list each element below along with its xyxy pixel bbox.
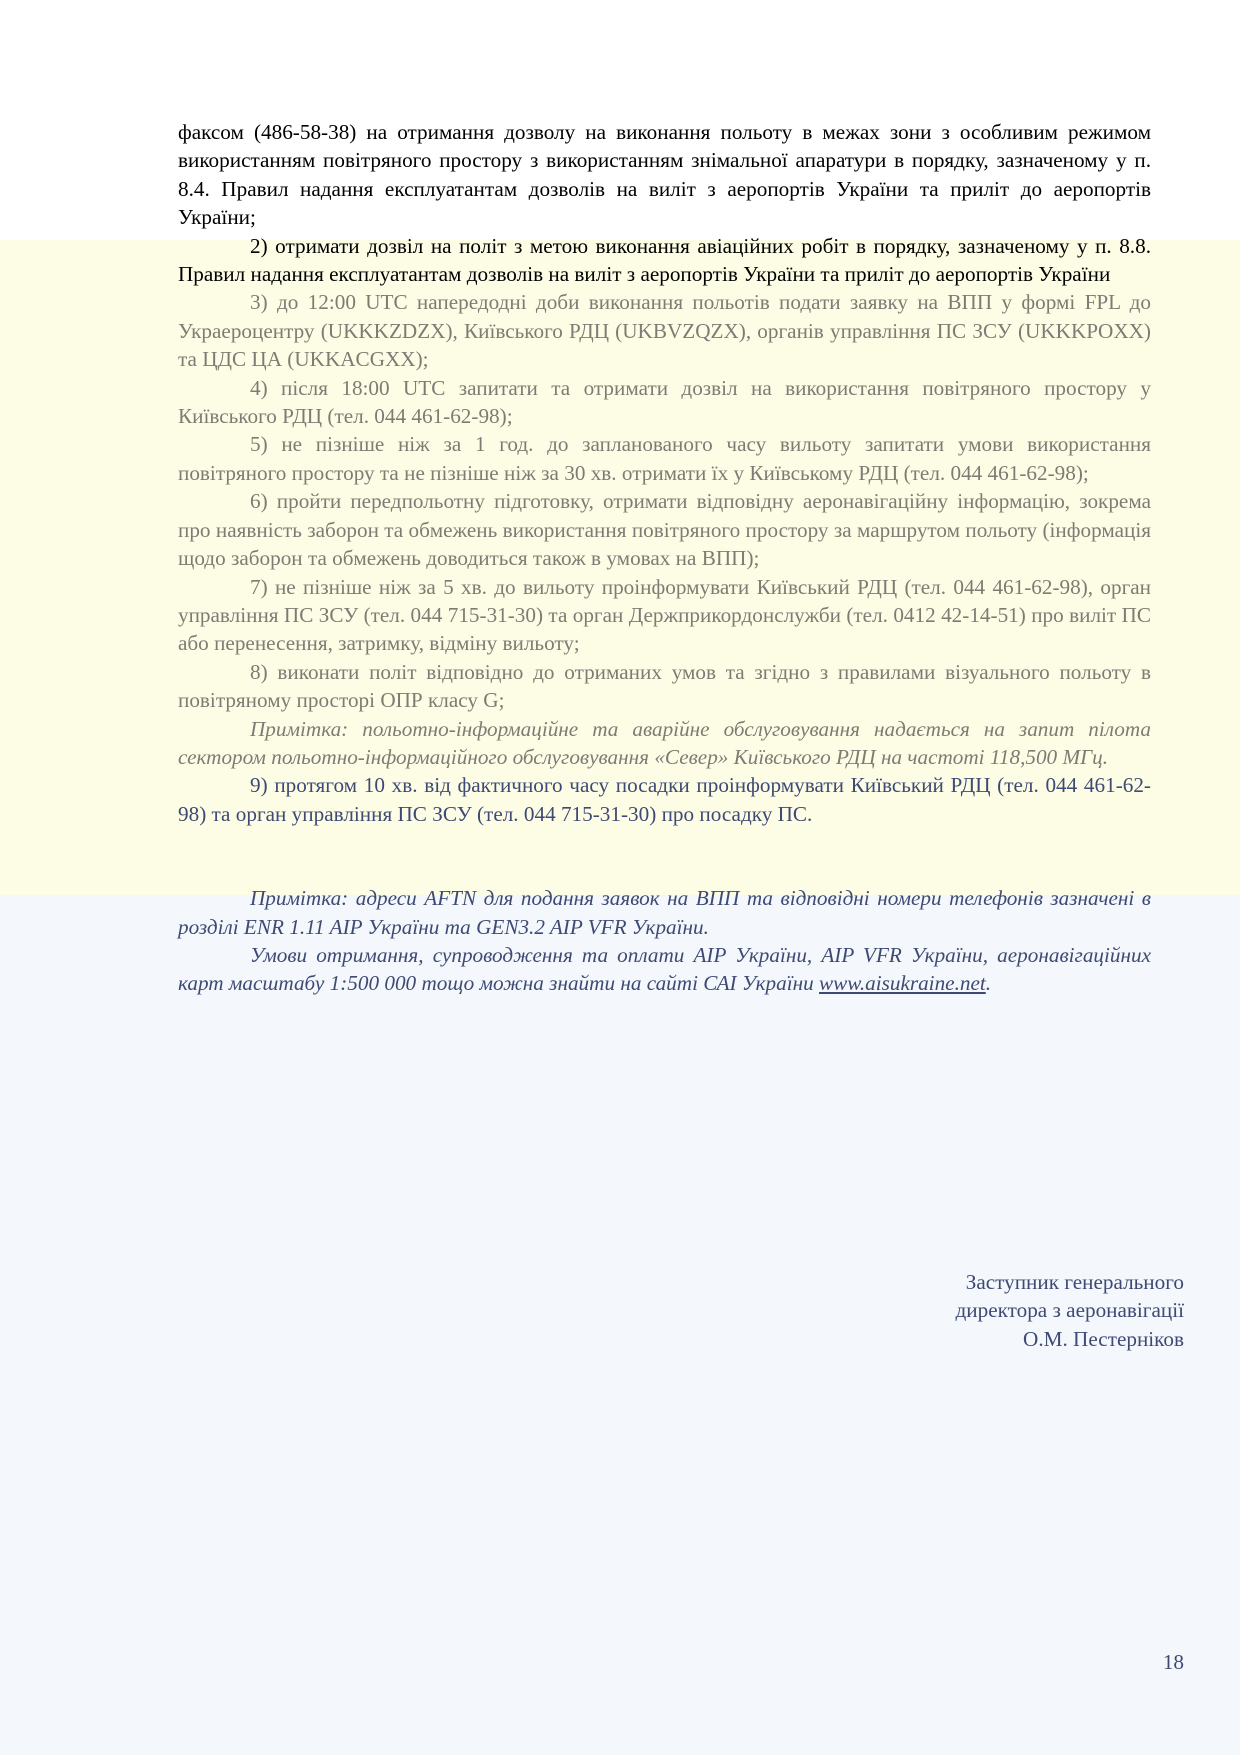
note-aip-text: Умови отримання, супроводження та оплати AIP України, AIP VFR України, аеронавігаційних карт масштабу 1:500 000 тощо можна знайти на сайті САІ України [178, 942, 1151, 996]
document-body [178, 118, 1151, 998]
list-item-3: 3) до 12:00 UTC напередодні доби виконання польотів подати заявку на ВПП у формі FPL до Украероцентру (UKKKZDZX), Київського РДЦ (UKBVZQZX), органів управління ПС ЗСУ (UKKKPOXX) та ЦДС ЦА (UKKACGXX); [178, 290, 1151, 372]
note-aip-conditions [178, 941, 1151, 998]
paragraph-gap [178, 828, 1151, 884]
list-item-6: 6) пройти передпольотну підготовку, отримати відповідну аеронавігаційну інформацію, зокрема про наявність заборон та обмежень використання повітряного простору за маршрутом польоту (інформація щодо заборон та обмежень доводиться також в умовах на ВПП); [178, 489, 1151, 571]
list-item-8: 8) виконати політ відповідно до отриманих умов та згідно з правилами візуального польоту в повітряному просторі ОПР класу G; [178, 659, 1151, 713]
signature-title-line-2: директора з аеронавігації [955, 1298, 1184, 1323]
note-aip-period: . [985, 971, 992, 996]
paragraph-intro: факсом (486-58-38) на отримання дозволу на виконання польоту в межах зони з особливим режимом використанням повітряного простору з використанням знімальної апаратури в порядку, зазначеному у п. 8.4. Правил надання експлуатантам дозволів на виліт з аеропортів України та приліт до аеропортів України; [178, 120, 1151, 230]
list-item-9: 9) протягом 10 хв. від фактичного часу посадки проінформувати Київський РДЦ (тел. 044 461-62-98) та орган управління ПС ЗСУ (тел. 044 715-31-30) про посадку ПС. [178, 773, 1151, 826]
list-item-7: 7) не пізніше ніж за 5 хв. до вильоту проінформувати Київський РДЦ (тел. 044 461-62-98), орган управління ПС ЗСУ (тел. 044 715-31-30) та орган Держприкордонслужби (тел. 0412 42-14-51) про виліт ПС або перенесення, затримку, відміну вильоту; [178, 574, 1151, 656]
note-frequency: Примітка: польотно-інформаційне та аварійне обслуговування надається на запит пілота сектором польотно-інформаційного обслуговування «Север» Київського РДЦ на частоті 118,500 МГц. [178, 716, 1151, 769]
signature-name: О.М. Пестерніков [1023, 1326, 1184, 1351]
signature-block [760, 1268, 1184, 1353]
note-aftn-addresses: Примітка: адреси AFTN для подання заявок на ВПП та відповідні номери телефонів зазначені в розділі ENR 1.11 AIP України та GEN3.2 AIP VFR України. [178, 886, 1151, 939]
page-number: 18 [1162, 1650, 1184, 1674]
signature-title-line-1: Заступник генерального [965, 1270, 1184, 1294]
list-item-5: 5) не пізніше ніж за 1 год. до запланованого часу вильоту запитати умови використання повітряного простору та не пізніше ніж за 30 хв. отримати їх у Київському РДЦ (тел. 044 461-62-98); [178, 432, 1151, 485]
list-item-4: 4) після 18:00 UTC запитати та отримати дозвіл на використання повітряного простору у Київського РДЦ (тел. 044 461-62-98); [178, 375, 1151, 429]
list-item-2: 2) отримати дозвіл на політ з метою виконання авіаційних робіт в порядку, зазначеному у п. 8.8. Правил надання експлуатантам дозволів на виліт з аеропортів України та приліт до аеропортів України [178, 233, 1151, 287]
aisukraine-link[interactable]: www.aisukraine.net [819, 971, 986, 996]
